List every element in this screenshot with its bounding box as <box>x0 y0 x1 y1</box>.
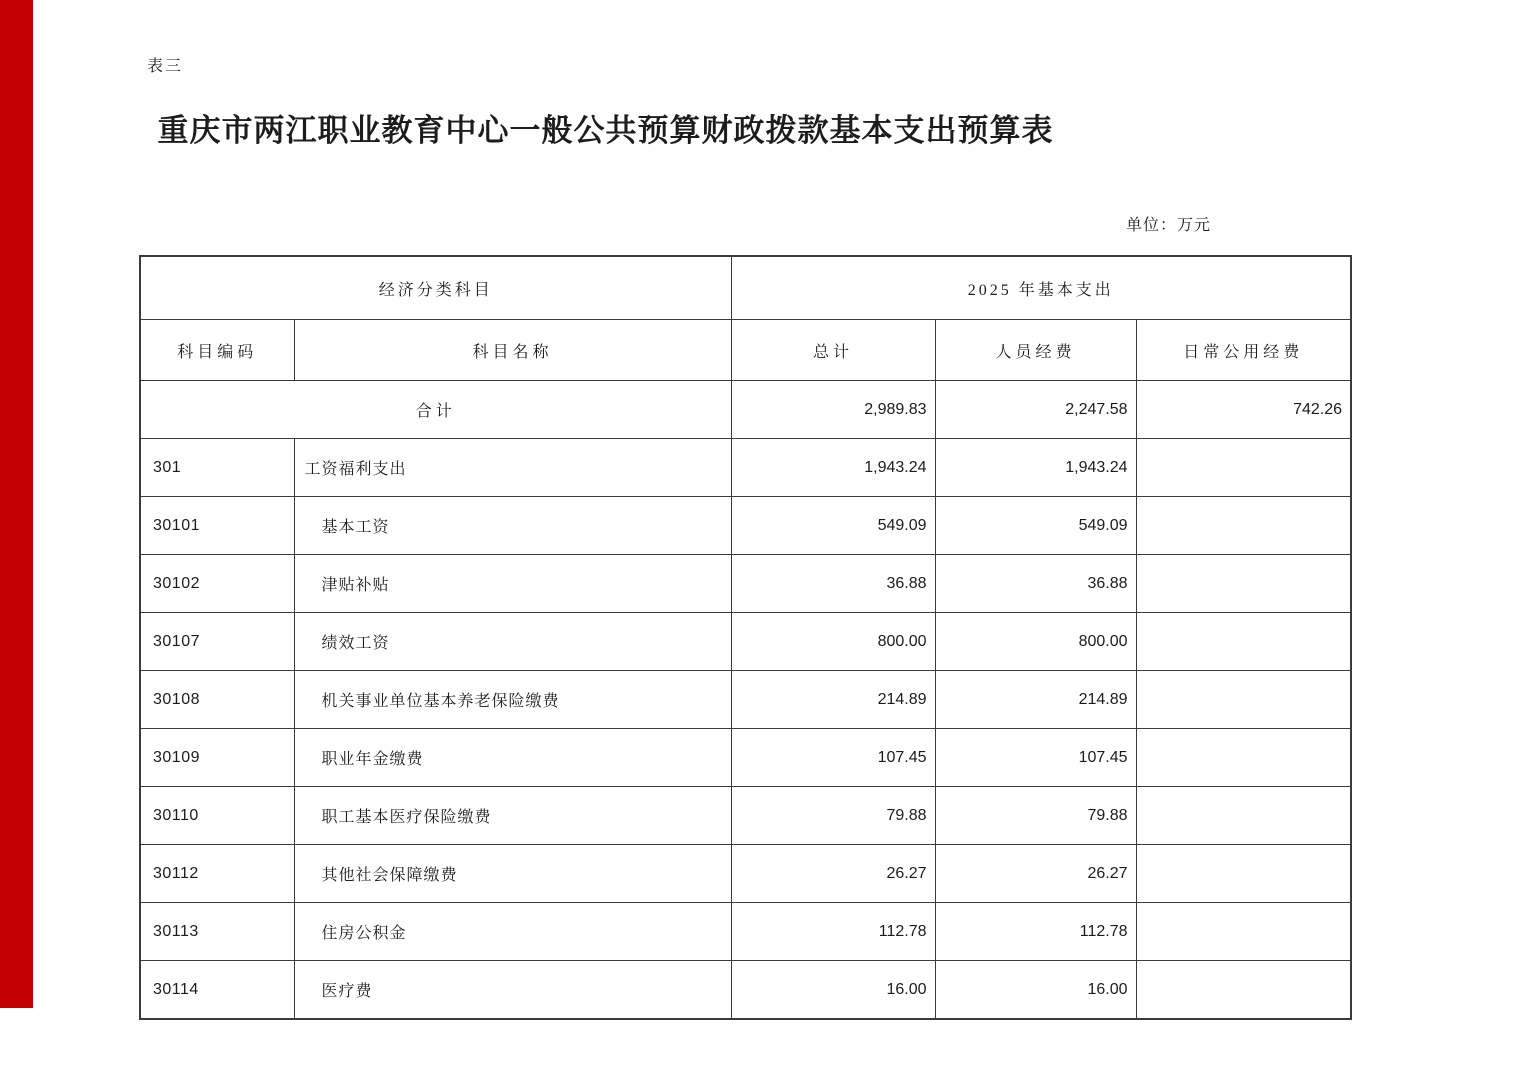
header-group-row <box>140 256 1351 320</box>
col-header-subject-name: 科目名称 <box>294 320 731 381</box>
row-total-cell: 549.09 <box>731 497 935 555</box>
table-row <box>140 555 1351 613</box>
row-code-cell: 30113 <box>140 903 294 961</box>
row-name-cell: 住房公积金 <box>294 903 731 961</box>
row-daily-cell <box>1136 729 1351 787</box>
row-personnel-cell: 26.27 <box>935 845 1136 903</box>
row-total-cell: 800.00 <box>731 613 935 671</box>
row-personnel-cell: 16.00 <box>935 961 1136 1020</box>
col-header-daily-public-funds: 日常公用经费 <box>1136 320 1351 381</box>
row-personnel-cell: 1,943.24 <box>935 439 1136 497</box>
row-name-cell: 工资福利支出 <box>294 439 731 497</box>
row-total-cell: 16.00 <box>731 961 935 1020</box>
page-title: 重庆市两江职业教育中心一般公共预算财政拨款基本支出预算表 <box>157 113 1054 149</box>
row-code-cell: 30101 <box>140 497 294 555</box>
row-personnel-cell: 214.89 <box>935 671 1136 729</box>
table-row <box>140 497 1351 555</box>
header-economic-classification: 经济分类科目 <box>140 256 731 320</box>
row-total-cell: 214.89 <box>731 671 935 729</box>
header-columns-row <box>140 320 1351 381</box>
row-name-cell: 绩效工资 <box>294 613 731 671</box>
table-row <box>140 845 1351 903</box>
row-total-cell: 79.88 <box>731 787 935 845</box>
row-daily-cell <box>1136 497 1351 555</box>
row-daily-cell <box>1136 439 1351 497</box>
table-row <box>140 439 1351 497</box>
row-code-cell: 30112 <box>140 845 294 903</box>
table-row <box>140 961 1351 1020</box>
header-2025-basic-expenditure: 2025 年基本支出 <box>731 256 1351 320</box>
row-daily-cell <box>1136 961 1351 1020</box>
row-daily-cell <box>1136 555 1351 613</box>
grand-total-row <box>140 381 1351 439</box>
row-name-cell: 机关事业单位基本养老保险缴费 <box>294 671 731 729</box>
row-personnel-cell: 800.00 <box>935 613 1136 671</box>
total-daily-cell: 742.26 <box>1136 381 1351 439</box>
row-code-cell: 30102 <box>140 555 294 613</box>
row-total-cell: 36.88 <box>731 555 935 613</box>
left-margin-revision-bar <box>0 0 33 1008</box>
row-personnel-cell: 79.88 <box>935 787 1136 845</box>
row-name-cell: 职工基本医疗保险缴费 <box>294 787 731 845</box>
row-code-cell: 30114 <box>140 961 294 1020</box>
row-total-cell: 26.27 <box>731 845 935 903</box>
row-daily-cell <box>1136 671 1351 729</box>
row-code-cell: 30107 <box>140 613 294 671</box>
table-row <box>140 729 1351 787</box>
row-daily-cell <box>1136 787 1351 845</box>
total-sum-cell: 2,989.83 <box>731 381 935 439</box>
row-code-cell: 301 <box>140 439 294 497</box>
row-personnel-cell: 36.88 <box>935 555 1136 613</box>
row-code-cell: 30110 <box>140 787 294 845</box>
table-row <box>140 671 1351 729</box>
table-row <box>140 613 1351 671</box>
row-code-cell: 30109 <box>140 729 294 787</box>
row-name-cell: 职业年金缴费 <box>294 729 731 787</box>
row-code-cell: 30108 <box>140 671 294 729</box>
row-personnel-cell: 549.09 <box>935 497 1136 555</box>
row-daily-cell <box>1136 613 1351 671</box>
row-daily-cell <box>1136 845 1351 903</box>
table-row <box>140 787 1351 845</box>
row-personnel-cell: 107.45 <box>935 729 1136 787</box>
row-total-cell: 107.45 <box>731 729 935 787</box>
total-label-cell: 合计 <box>140 381 731 439</box>
row-name-cell: 医疗费 <box>294 961 731 1020</box>
total-personnel-cell: 2,247.58 <box>935 381 1136 439</box>
row-name-cell: 津贴补贴 <box>294 555 731 613</box>
unit-note: 单位：万元 <box>1125 217 1211 234</box>
row-total-cell: 112.78 <box>731 903 935 961</box>
row-name-cell: 基本工资 <box>294 497 731 555</box>
row-total-cell: 1,943.24 <box>731 439 935 497</box>
row-daily-cell <box>1136 903 1351 961</box>
table-row <box>140 903 1351 961</box>
col-header-total: 总计 <box>731 320 935 381</box>
col-header-subject-code: 科目编码 <box>140 320 294 381</box>
row-personnel-cell: 112.78 <box>935 903 1136 961</box>
table-number-tag: 表三 <box>147 58 184 75</box>
budget-table <box>139 255 1352 1020</box>
row-name-cell: 其他社会保障缴费 <box>294 845 731 903</box>
col-header-personnel-funds: 人员经费 <box>935 320 1136 381</box>
